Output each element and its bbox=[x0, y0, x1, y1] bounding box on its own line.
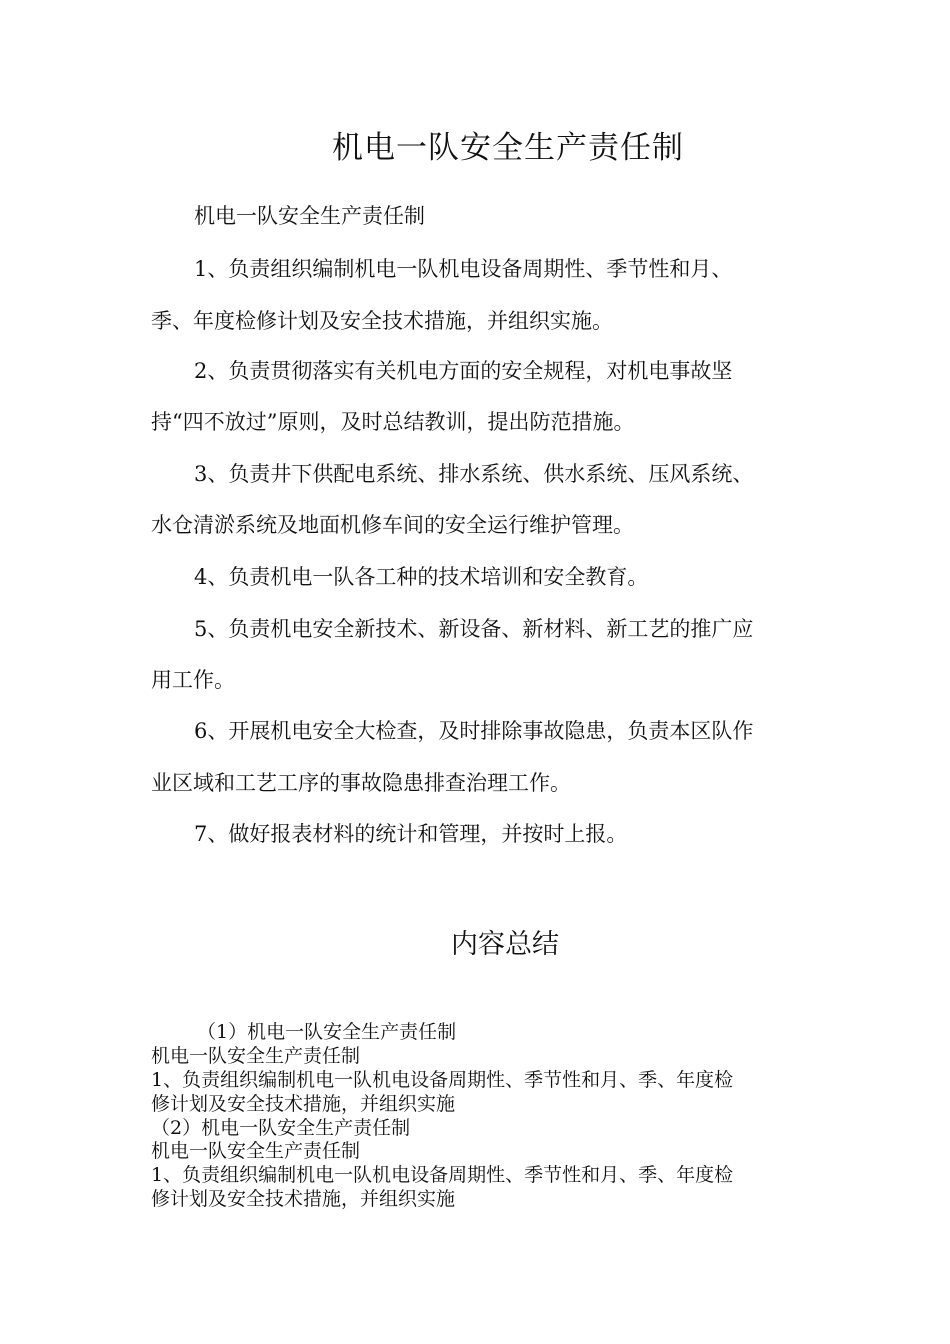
summary-line: （1）机电一队安全生产责任制 bbox=[197, 1021, 457, 1043]
summary-line: 1、负责组织编制机电一队机电设备周期性、季节性和月、季、年度检 bbox=[151, 1069, 734, 1091]
body-line: 5、负责机电安全新技术、新设备、新材料、新工艺的推广应 bbox=[194, 617, 754, 641]
body-line: 4、负责机电一队各工种的技术培训和安全教育。 bbox=[194, 565, 649, 589]
summary-line: 修计划及安全技术措施，并组织实施 bbox=[151, 1188, 456, 1210]
summary-title: 内容总结 bbox=[451, 929, 559, 960]
document-title: 机电一队安全生产责任制 bbox=[332, 130, 684, 166]
summary-line: 修计划及安全技术措施，并组织实施 bbox=[151, 1093, 456, 1115]
body-line: 1、负责组织编制机电一队机电设备周期性、季节性和月、 bbox=[194, 257, 733, 281]
body-line: 2、负责贯彻落实有关机电方面的安全规程，对机电事故坚 bbox=[194, 359, 733, 383]
summary-line: 机电一队安全生产责任制 bbox=[151, 1045, 361, 1067]
summary-line: 机电一队安全生产责任制 bbox=[151, 1140, 361, 1162]
body-line: 机电一队安全生产责任制 bbox=[194, 204, 425, 228]
body-line: 季、年度检修计划及安全技术措施，并组织实施。 bbox=[151, 309, 613, 333]
body-line: 7、做好报表材料的统计和管理，并按时上报。 bbox=[194, 822, 628, 846]
body-line: 用工作。 bbox=[151, 668, 235, 692]
body-line: 3、负责井下供配电系统、排水系统、供水系统、压风系统、 bbox=[194, 462, 754, 486]
body-line: 水仓清淤系统及地面机修车间的安全运行维护管理。 bbox=[151, 513, 634, 537]
summary-line: （2）机电一队安全生产责任制 bbox=[151, 1117, 411, 1139]
summary-line: 1、负责组织编制机电一队机电设备周期性、季节性和月、季、年度检 bbox=[151, 1164, 734, 1186]
body-line: 持“四不放过”原则，及时总结教训，提出防范措施。 bbox=[151, 410, 635, 434]
body-line: 6、开展机电安全大检查，及时排除事故隐患，负责本区队作 bbox=[194, 719, 754, 743]
body-line: 业区域和工艺工序的事故隐患排查治理工作。 bbox=[151, 771, 571, 795]
